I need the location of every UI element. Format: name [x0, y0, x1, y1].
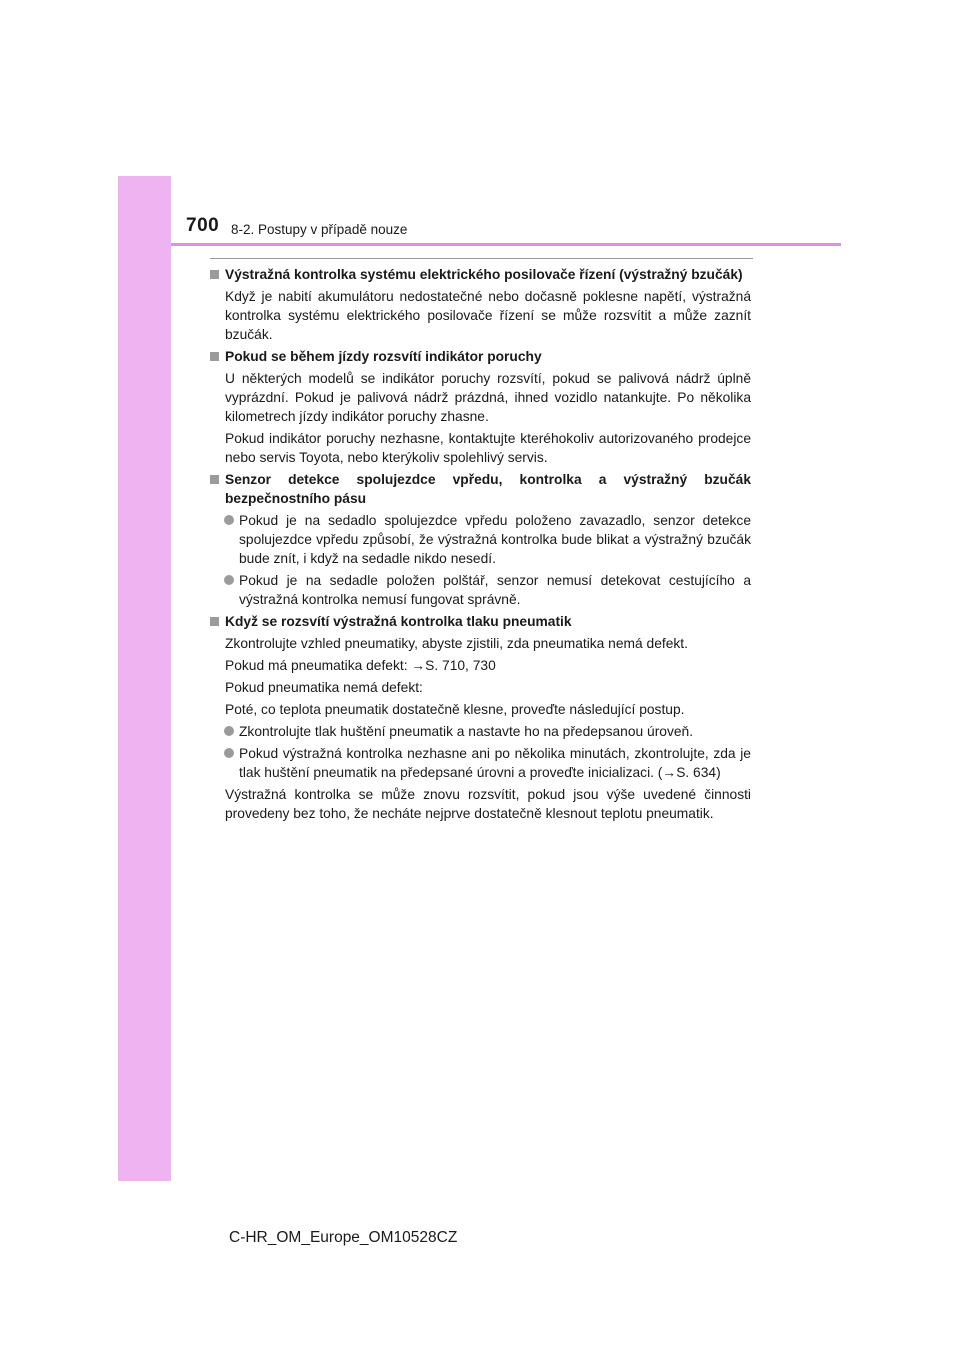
square-bullet-icon [210, 352, 219, 361]
square-bullet-icon [210, 475, 219, 484]
chapter-tab-band [118, 176, 171, 1181]
content-top-divider [210, 258, 753, 259]
paragraph: U některých modelů se indikátor poruchy rozsvítí, pokud se palivová nádrž úplně vyprázdní. Pokud je palivová nádrž prázdná, ihned vozidlo natankujte. Po několika kilometrech jízdy indikátor poruchy zhasne. [225, 371, 751, 424]
heading-tire-pressure: Když se rozsvítí výstražná kontrolka tlaku pneumatik [210, 612, 751, 631]
paragraph: Poté, co teplota pneumatik dostatečně klesne, proveďte následující postup. [225, 702, 685, 717]
footer-doc-code: C-HR_OM_Europe_OM10528CZ [229, 1229, 458, 1246]
square-bullet-icon [210, 617, 219, 626]
bullet-item: Pokud je na sedadle položen polštář, senzor nemusí detekovat cestujícího a výstražná kontrolka nemusí fungovat správně. [210, 571, 751, 609]
bullet-item: Pokud výstražná kontrolka nezhasne ani po několika minutách, zkontrolujte, zda je tlak huštění pneumatik na předepsané úrovni a proveďte inicializaci. (→S. 634) [210, 744, 751, 782]
header-divider [171, 243, 841, 246]
round-bullet-icon [224, 726, 234, 736]
paragraph: Výstražná kontrolka se může znovu rozsvítit, pokud jsou výše uvedené činnosti provedeny bez toho, že necháte nejprve dostatečně klesnout teplotu pneumatik. [225, 787, 751, 821]
paragraph: Když je nabití akumulátoru nedostatečné nebo dočasně poklesne napětí, výstražná kontrolka systému elektrického posilovače řízení se může rozsvítit a může zaznít bzučák. [225, 289, 751, 342]
heading-malfunction-indicator: Pokud se během jízdy rozsvítí indikátor poruchy [210, 347, 751, 366]
round-bullet-icon [224, 748, 234, 758]
bullet-item: Zkontrolujte tlak huštění pneumatik a nastavte ho na předepsanou úroveň. [210, 722, 751, 741]
section-title: 8-2. Postupy v případě nouze [231, 222, 408, 237]
paragraph: Pokud pneumatika nemá defekt: [225, 680, 423, 695]
content-body [210, 265, 751, 826]
page-number: 700 [186, 215, 220, 236]
square-bullet-icon [210, 270, 219, 279]
heading-eps-warning: Výstražná kontrolka systému elektrického posilovače řízení (výstražný bzučák) [210, 265, 751, 284]
bullet-item: Pokud je na sedadlo spolujezdce vpředu položeno zavazadlo, senzor detekce spolujezdce vpředu způsobí, že výstražná kontrolka bude blikat a výstražný bzučák bude znít, i když na sedadle nikdo nesedí. [210, 511, 751, 568]
paragraph: Zkontrolujte vzhled pneumatiky, abyste zjistili, zda pneumatika nemá defekt. [225, 636, 688, 651]
paragraph: Pokud indikátor poruchy nezhasne, kontaktujte kteréhokoliv autorizovaného prodejce nebo servis Toyota, nebo kterýkoliv spolehlivý servis. [225, 431, 751, 465]
heading-passenger-sensor: Senzor detekce spolujezdce vpředu, kontrolka a výstražný bzučák bezpečnostního pásu [210, 470, 751, 508]
round-bullet-icon [224, 515, 234, 525]
round-bullet-icon [224, 575, 234, 585]
paragraph: Pokud má pneumatika defekt: →S. 710, 730 [225, 658, 496, 673]
